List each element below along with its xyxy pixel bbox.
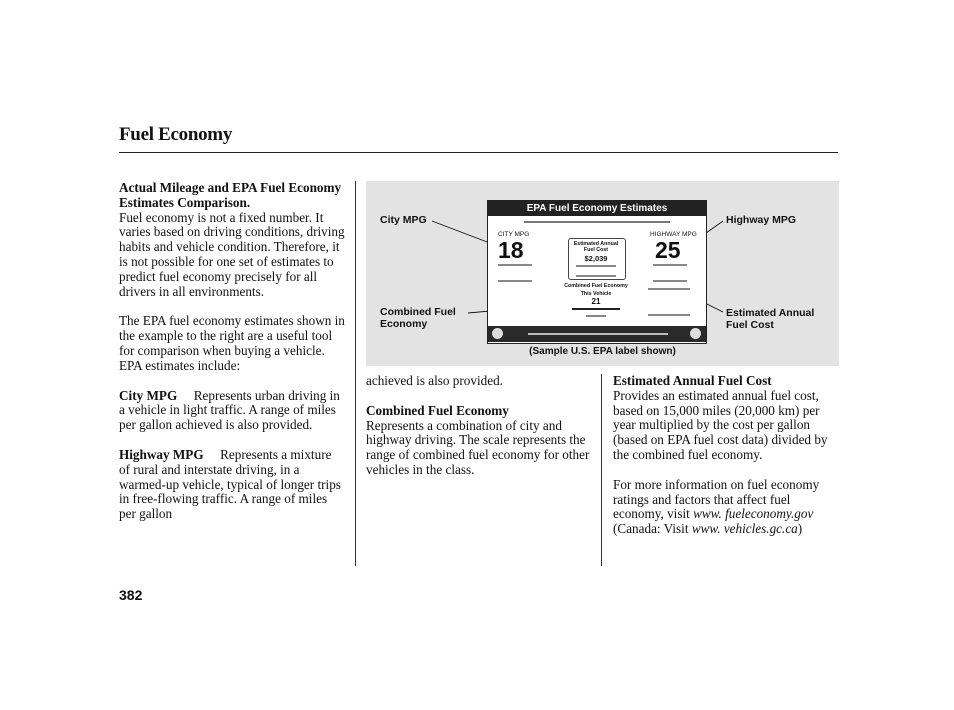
annual-cost-term: Estimated Annual Fuel Cost	[613, 373, 772, 388]
epa-seal-icon	[492, 328, 503, 339]
label-footer-line	[528, 333, 668, 335]
city-leader-line	[432, 221, 495, 245]
city-mpg-term: City MPG	[119, 387, 178, 403]
canada-suffix: )	[797, 521, 803, 537]
city-mpg-text: Represents urban driving in a vehicle in light traffic. A range of miles per gallon achieved is also provided.	[119, 387, 340, 433]
figure-caption: (Sample U.S. EPA label shown)	[529, 346, 676, 357]
label-highway-value: 25	[655, 237, 681, 263]
callout-highway-mpg: Highway MPG	[726, 214, 797, 226]
fueleconomy-link[interactable]: www. fueleconomy.gov	[693, 506, 814, 522]
label-annual-title: Estimated Annual Fuel Cost	[573, 241, 619, 253]
label-right-note-lines	[648, 288, 690, 316]
label-scale-footnote	[586, 315, 606, 317]
combined-term: Combined Fuel Economy	[366, 402, 509, 418]
vehicles-gc-link[interactable]: www. vehicles.gc.ca	[691, 521, 798, 537]
page-title: Fuel Economy	[119, 124, 233, 145]
label-intro-line	[524, 221, 670, 223]
callout-combined: Combined Fuel Economy	[380, 306, 456, 330]
highway-mpg-term: Highway MPG	[119, 446, 204, 462]
label-combined-sub: This Vehicle	[580, 291, 612, 297]
label-combined-value: 21	[591, 297, 601, 306]
label-annual-value: $2,039	[584, 254, 608, 263]
callout-annual-cost: Estimated Annual Fuel Cost	[726, 307, 815, 331]
label-combined-title: Combined Fuel Economy	[564, 283, 628, 289]
label-city-value: 18	[498, 237, 524, 263]
highway-mpg-entry	[119, 448, 345, 522]
more-info-paragraph	[613, 478, 835, 537]
column-divider-right	[601, 374, 602, 566]
epa-paragraph: The EPA fuel economy estimates shown in the example to the right are a useful tool for comparison when buying a vehicle. EPA estimates include:	[119, 313, 345, 373]
more-info-text: For more information on fuel economy ratings and factors that affect fuel economy, visit	[613, 476, 820, 522]
callout-city-mpg: City MPG	[380, 214, 427, 226]
combined-text: Represents a combination of city and highway driving. The scale represents the range of combined fuel economy for other vehicles in the class.	[366, 417, 590, 477]
right-column	[613, 374, 835, 552]
section-heading: Actual Mileage and EPA Fuel Economy Estimates Comparison.	[119, 180, 342, 210]
label-city-range-lines	[498, 264, 532, 282]
middle-column	[366, 374, 596, 493]
intro-paragraph: Fuel economy is not a fixed number. It varies based on driving conditions, driving habits and vehicle condition. Therefore, it is not possible for one set of estimates to predict fuel economy precisely for all drivers in all environments.	[119, 209, 345, 299]
continuation-text: achieved is also provided.	[366, 373, 503, 388]
canada-prefix: (Canada: Visit	[613, 521, 689, 537]
left-column	[119, 181, 345, 537]
doe-seal-icon	[690, 328, 701, 339]
label-city-title: CITY MPG	[498, 231, 530, 238]
title-divider	[119, 152, 838, 153]
city-mpg-entry	[119, 389, 345, 433]
label-highway-range-lines	[653, 264, 687, 282]
annual-cost-text: Provides an estimated annual fuel cost, based on 15,000 miles (20,000 km) per year multiplied by the cost per gallon (based on EPA fuel cost data) divided by the combined fuel economy.	[613, 387, 828, 462]
page-number: 382	[119, 587, 143, 603]
label-header: EPA Fuel Economy Estimates	[488, 201, 706, 216]
label-annual-lines	[576, 265, 616, 277]
epa-label-card	[487, 200, 707, 344]
label-highway-title: HIGHWAY MPG	[650, 231, 697, 238]
label-combined-scale	[572, 308, 620, 310]
highway-mpg-text: Represents a mixture of rural and interstate driving, in a warmed-up vehicle, typical of longer trips in free-flowing traffic. A range of miles per gallon	[119, 446, 341, 522]
column-divider-left	[355, 181, 356, 566]
